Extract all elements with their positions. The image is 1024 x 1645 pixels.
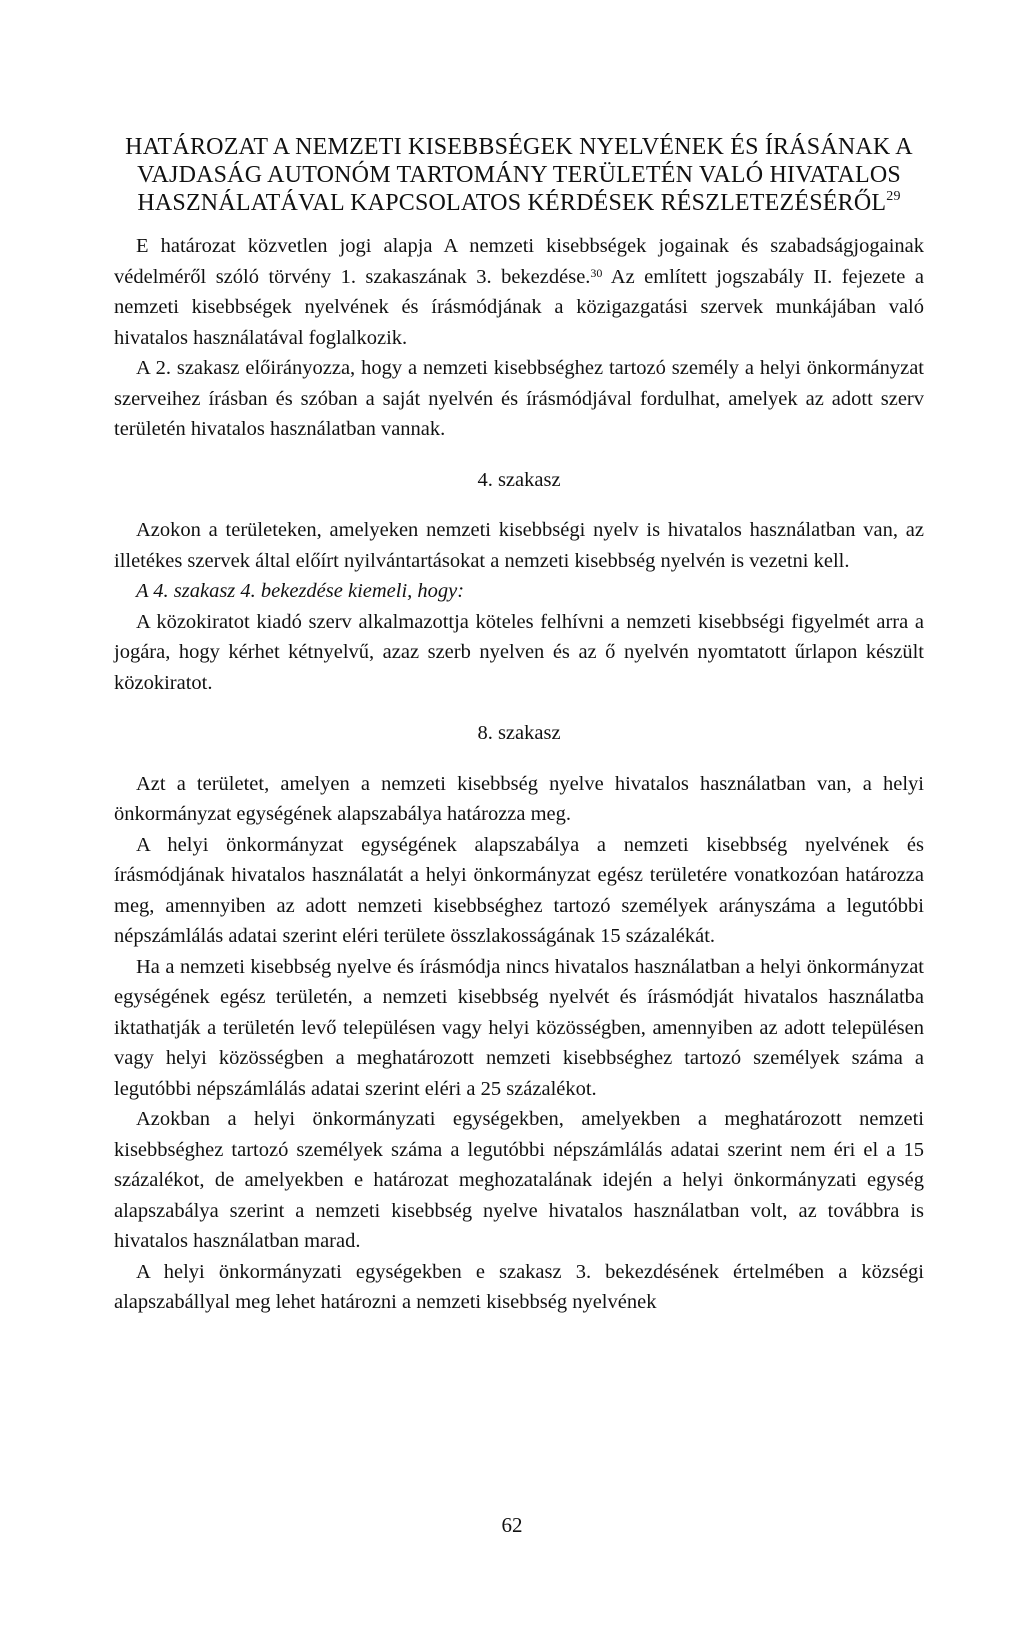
section-4-heading: 4. szakasz bbox=[477, 468, 561, 491]
section-4-paragraph-2: A közokiratot kiadó szerv alkalmazottja köteles felhívni a nemzeti kisebbségi figyelmét arra a jogára, hogy kérhet kétnyelvű, azaz szerb nyelven és az ő nyelvén nyomtatott űrlapon készült közokiratot. bbox=[114, 610, 924, 694]
intro-paragraph bbox=[114, 231, 924, 353]
footnote-marker-30: 30 bbox=[590, 265, 603, 280]
section-8-paragraph-1: Azt a területet, amelyen a nemzeti kisebbség nyelve hivatalos használatban van, a helyi önkormányzat egységének alapszabálya határozza meg. bbox=[114, 772, 924, 825]
section-4-italic-line: A 4. szakasz 4. bekezdése kiemeli, hogy: bbox=[136, 580, 465, 602]
section-8-heading: 8. szakasz bbox=[477, 722, 561, 744]
section-8-paragraph-3: Ha a nemzeti kisebbség nyelve és írásmódja nincs hivatalos használatban a helyi önkormányzat egységének egész területén, a nemzeti kisebbség nyelvét és írásmódját hivatalos használatba iktathatják a területén levő településen vagy helyi közösségben, amennyiben az adott településen vagy helyi közösségben a meghatározott nemzeti kisebbséghez tartozó személyek száma a legutóbbi népszámlálás adatai szerint eléri a 25 százalékot. bbox=[114, 955, 924, 1100]
intro-text-before: E határozat közvetlen jogi alapja A nemzeti kisebbségek jogainak és szabadságjogainak védelméről szóló törvény 1. szakaszának 3. bekezdése. bbox=[114, 235, 924, 288]
footnote-marker-29: 29 bbox=[886, 189, 901, 204]
intro-text-after: Az említett jogszabály II. fejezete a nemzeti kisebbségek nyelvének és írásmódjának a közigazgatási szervek munkájában való hivatalos használatával foglalkozik. bbox=[114, 265, 924, 349]
page-number: 62 bbox=[501, 1513, 523, 1537]
paragraph-section-2: A 2. szakasz előirányozza, hogy a nemzeti kisebbséghez tartozó személy a helyi önkormányzat szerveihez írásban és szóban a saját nyelvén és írásmódjával fordulhat, amelyek az adott szerv területén hivatalos használatban vannak. bbox=[114, 357, 924, 440]
document-title-text: HATÁROZAT A NEMZETI KISEBBSÉGEK NYELVÉNEK ÉS ÍRÁSÁNAK A VAJDASÁG AUTONÓM TARTOMÁNY TERÜLETÉN VALÓ HIVATALOS HASZNÁLATÁVAL KAPCSOLATOS KÉRDÉSEK RÉSZLETEZÉSÉRŐL bbox=[125, 134, 913, 216]
section-8-paragraph-2: A helyi önkormányzat egységének alapszabálya a nemzeti kisebbség nyelvének és írásmódjának hivatalos használatát a helyi önkormányzat egész területére vonatkozóan határozza meg, amennyiben az adott nemzeti kisebbséghez tartozó személyek arányszáma a legutóbbi népszámlálás adatai szerint eléri területe összlakosságának 15 százalékát. bbox=[114, 833, 924, 947]
document-title bbox=[114, 133, 924, 217]
document-page bbox=[114, 133, 924, 1318]
section-4-paragraph-1: Azokon a területeken, amelyeken nemzeti kisebbségi nyelv is hivatalos használatban van, az illetékes szervek által előírt nyilvántartásokat a nemzeti kisebbség nyelvén is vezetni kell. bbox=[114, 519, 924, 572]
section-8-paragraph-5: A helyi önkormányzati egységekben e szakasz 3. bekezdésének értelmében a községi alapszabállyal meg lehet határozni a nemzeti kisebbség nyelvének bbox=[114, 1260, 924, 1313]
section-8-paragraph-4: Azokban a helyi önkormányzati egységekben, amelyekben a meghatározott nemzeti kisebbséghez tartozó személyek száma a legutóbbi népszámlálás adatai szerint nem éri el a 15 százalékot, de amelyekben e határozat meghozatalának idején a helyi önkormányzati egység alapszabálya szerint a nemzeti kisebbség nyelve hivatalos használatban volt, az továbbra is hivatalos használatban marad. bbox=[114, 1108, 924, 1252]
